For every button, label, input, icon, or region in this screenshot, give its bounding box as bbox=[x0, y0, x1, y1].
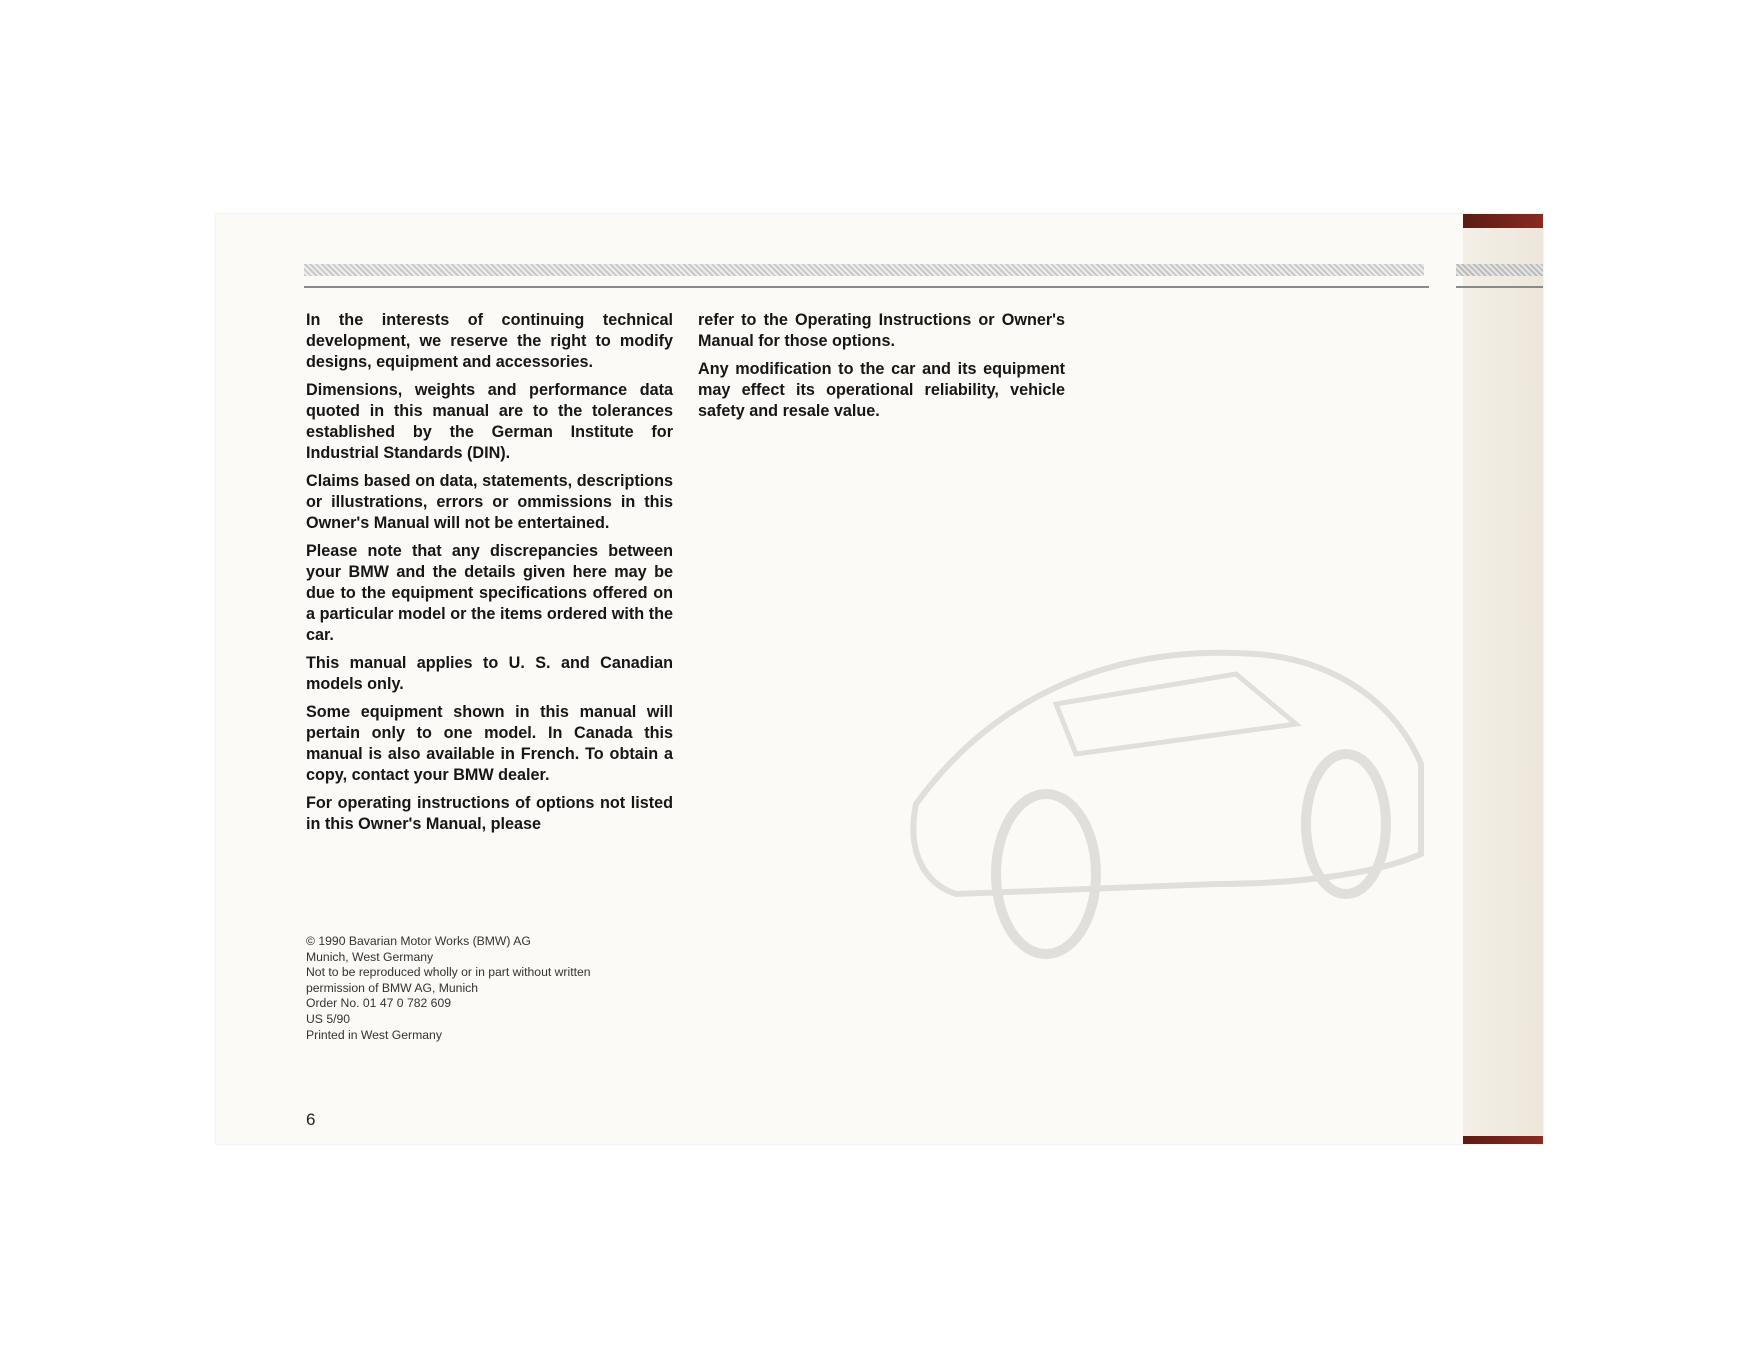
imprint-line: Order No. 01 47 0 782 609 bbox=[306, 996, 451, 1011]
paragraph-operating-instructions-start: For operating instructions of options not listed in this Owner's Manual, please bbox=[306, 794, 673, 833]
paragraph-technical-development: In the interests of continuing technical development, we reserve the right to modify designs, equipment and accessories. bbox=[306, 311, 673, 371]
next-page-edge bbox=[1463, 220, 1543, 1144]
header-rule bbox=[304, 286, 1429, 288]
book-binding-bottom bbox=[1463, 1136, 1543, 1144]
imprint-line: US 5/90 bbox=[306, 1011, 351, 1026]
imprint-line: Not to be reproduced wholly or in part without written bbox=[306, 965, 591, 980]
imprint-line: Printed in West Germany bbox=[306, 1027, 442, 1042]
imprint-line: permission of BMW AG, Munich bbox=[306, 980, 479, 995]
left-text-column bbox=[306, 310, 673, 842]
header-rule-next-page bbox=[1456, 286, 1543, 288]
paragraph-french-edition: Some equipment shown in this manual will pertain only to one model. In Canada this manual is also available in French. To obtain a copy, contact your BMW dealer. bbox=[306, 703, 673, 784]
header-pattern-band-next-page bbox=[1456, 264, 1543, 276]
paragraph-operating-instructions-end: refer to the Operating Instructions or Owner's Manual for those options. bbox=[698, 311, 1065, 350]
imprint-line: © 1990 Bavarian Motor Works (BMW) AG bbox=[306, 934, 531, 948]
book-binding-top bbox=[1463, 214, 1543, 228]
paragraph-claims: Claims based on data, statements, descriptions or illustrations, errors or ommissions in this Owner's Manual will not be entertained. bbox=[306, 472, 673, 532]
imprint-line: Munich, West Germany bbox=[306, 949, 434, 964]
right-text-column bbox=[698, 310, 1065, 429]
manual-page bbox=[216, 214, 1543, 1144]
copyright-imprint bbox=[306, 934, 686, 1043]
paragraph-discrepancies: Please note that any discrepancies between your BMW and the details given here may be due to the equipment specifications offered on a particular model or the items ordered with the car. bbox=[306, 542, 673, 644]
paragraph-dimensions-din: Dimensions, weights and performance data quoted in this manual are to the tolerances established by the German Institute for Industrial Standards (DIN). bbox=[306, 381, 673, 462]
page-number: 6 bbox=[306, 1110, 316, 1129]
paragraph-modification-warning: Any modification to the car and its equipment may effect its operational reliability, vehicle safety and resale value. bbox=[698, 360, 1065, 420]
header-pattern-band bbox=[304, 264, 1424, 276]
show-through-car-illustration bbox=[876, 474, 1436, 994]
paragraph-us-canadian-models: This manual applies to U. S. and Canadian models only. bbox=[306, 654, 673, 693]
